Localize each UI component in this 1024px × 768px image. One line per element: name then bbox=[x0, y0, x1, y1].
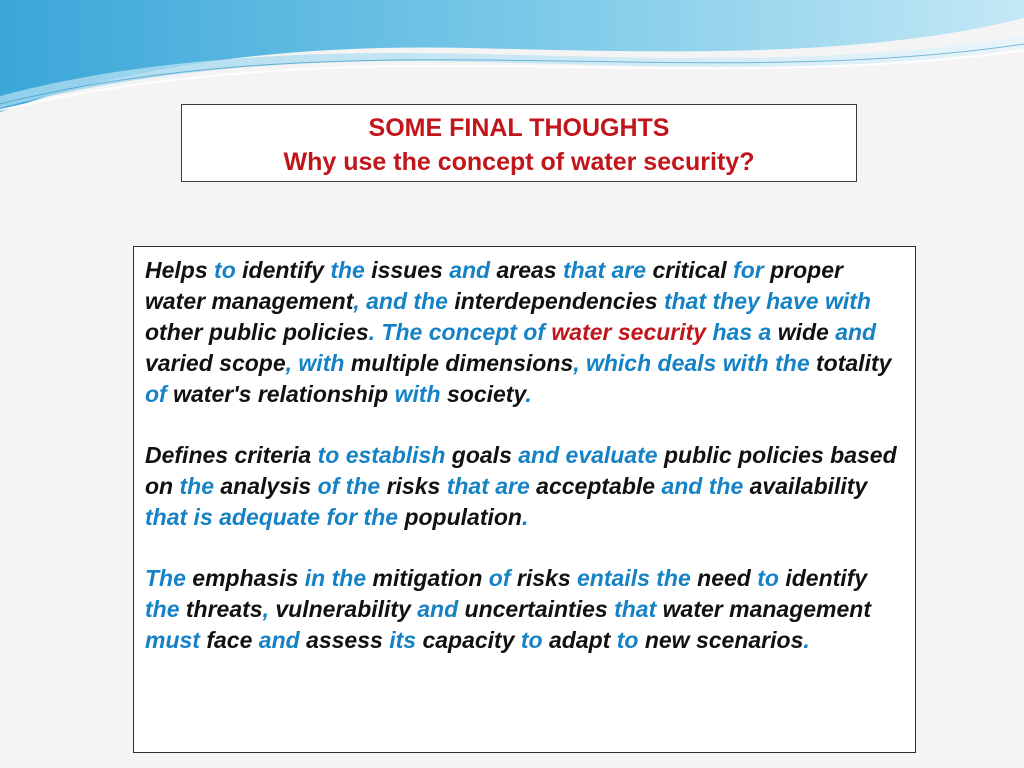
text-segment: for bbox=[733, 257, 771, 283]
text-segment: mitigation bbox=[372, 565, 489, 591]
text-segment: emphasis bbox=[192, 565, 305, 591]
text-segment: population bbox=[404, 504, 522, 530]
text-segment: areas bbox=[496, 257, 563, 283]
text-segment: and the bbox=[661, 473, 750, 499]
text-segment: the bbox=[179, 473, 221, 499]
text-segment: , bbox=[262, 596, 276, 622]
text-segment: and bbox=[835, 319, 877, 345]
paragraph-3 bbox=[145, 563, 905, 656]
text-segment: to bbox=[757, 565, 786, 591]
text-segment: its bbox=[389, 627, 423, 653]
text-segment: totality bbox=[816, 350, 892, 376]
text-segment: . bbox=[525, 381, 532, 407]
text-segment: Defines criteria bbox=[145, 442, 318, 468]
slide-subtitle: Why use the concept of water security? bbox=[283, 148, 755, 176]
text-segment: and bbox=[258, 627, 307, 653]
text-segment: . bbox=[521, 504, 529, 530]
text-segment: the bbox=[145, 596, 186, 622]
text-segment: face bbox=[206, 627, 259, 653]
text-segment: adapt bbox=[549, 627, 617, 653]
text-segment: varied scope bbox=[145, 350, 286, 376]
text-segment: issues bbox=[371, 257, 450, 283]
text-segment: need bbox=[697, 565, 758, 591]
text-segment: goals bbox=[451, 442, 519, 468]
text-segment: multiple dimensions bbox=[350, 350, 574, 376]
paragraph-1 bbox=[145, 255, 905, 410]
text-segment: of bbox=[145, 381, 174, 407]
text-segment: wide bbox=[777, 319, 836, 345]
text-segment: with bbox=[394, 381, 447, 407]
text-segment: acceptable bbox=[536, 473, 662, 499]
text-segment: identify bbox=[785, 565, 868, 591]
text-segment: that are bbox=[446, 473, 537, 499]
text-segment: that bbox=[614, 596, 663, 622]
text-segment: has a bbox=[712, 319, 778, 345]
text-segment: interdependencies bbox=[454, 288, 664, 314]
text-segment: proper water management bbox=[145, 257, 843, 314]
text-segment: water management bbox=[662, 596, 871, 622]
text-segment: critical bbox=[652, 257, 734, 283]
text-segment: to bbox=[616, 627, 645, 653]
content-box bbox=[133, 246, 916, 753]
text-segment: . The concept of bbox=[368, 319, 552, 345]
text-segment: assess bbox=[306, 627, 390, 653]
title-box bbox=[181, 104, 857, 182]
text-segment: and evaluate bbox=[518, 442, 664, 468]
text-segment: and bbox=[449, 257, 497, 283]
text-segment: of the bbox=[317, 473, 387, 499]
text-segment: capacity bbox=[422, 627, 521, 653]
text-segment: and bbox=[417, 596, 465, 622]
text-segment: other public policies bbox=[145, 319, 369, 345]
text-segment: threats bbox=[185, 596, 263, 622]
text-segment: must bbox=[145, 627, 207, 653]
text-segment: availability bbox=[749, 473, 868, 499]
text-segment: entails the bbox=[577, 565, 698, 591]
text-segment: water security bbox=[551, 319, 713, 345]
text-segment: analysis bbox=[220, 473, 318, 499]
text-segment: The bbox=[145, 565, 193, 591]
paragraph-2 bbox=[145, 440, 905, 533]
text-segment: vulnerability bbox=[275, 596, 418, 622]
text-segment: society bbox=[446, 381, 526, 407]
text-segment: , which deals with the bbox=[573, 350, 817, 376]
text-segment: new scenarios bbox=[644, 627, 804, 653]
text-segment: that they have with bbox=[663, 288, 871, 314]
text-segment: . bbox=[803, 627, 810, 653]
text-segment: to bbox=[520, 627, 549, 653]
text-segment: risks bbox=[516, 565, 578, 591]
text-segment: uncertainties bbox=[464, 596, 615, 622]
text-segment: to bbox=[214, 257, 243, 283]
text-segment: that are bbox=[563, 257, 653, 283]
text-segment: risks bbox=[386, 473, 447, 499]
text-segment: public policies based on bbox=[145, 442, 897, 499]
text-segment: water's relationship bbox=[173, 381, 395, 407]
text-segment: to establish bbox=[317, 442, 452, 468]
text-segment: that is adequate for the bbox=[145, 504, 405, 530]
text-segment: identify bbox=[242, 257, 331, 283]
text-segment: Helps bbox=[145, 257, 215, 283]
text-segment: the bbox=[330, 257, 372, 283]
text-segment: in the bbox=[304, 565, 373, 591]
text-segment: , and the bbox=[353, 288, 455, 314]
text-segment: , with bbox=[285, 350, 351, 376]
slide-title: SOME FINAL THOUGHTS bbox=[368, 114, 670, 142]
text-segment: of bbox=[488, 565, 517, 591]
